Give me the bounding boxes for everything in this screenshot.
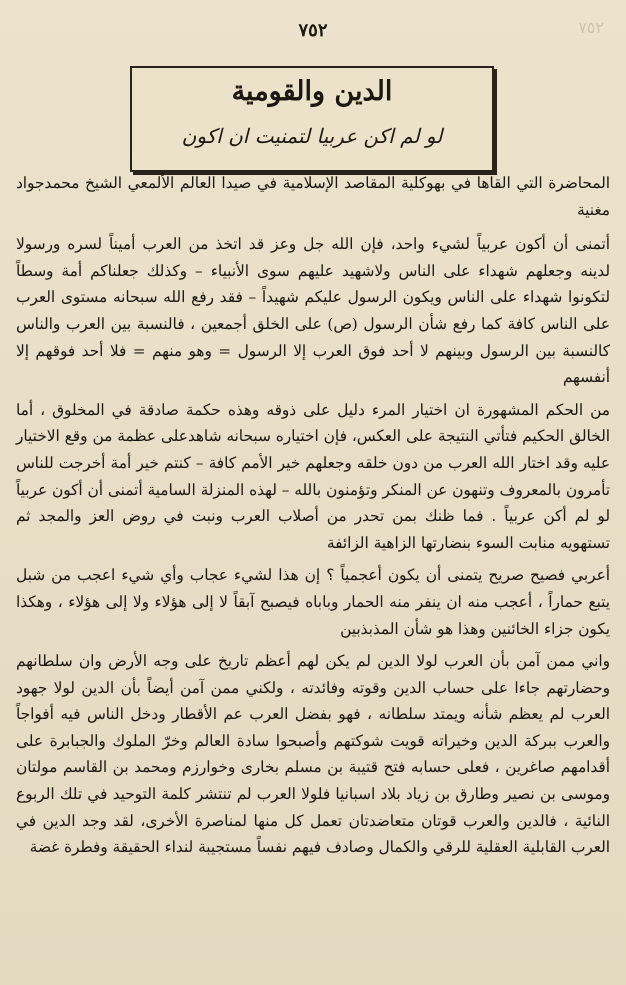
bleed-through-page-number: ٧٥٢ <box>578 18 604 37</box>
title-box <box>130 66 494 172</box>
paragraph-3: أعربي فصيح صريح يتمنى أن يكون أعجمياً ؟ إن هذا لشيء عجاب وأي شيء اعجب من شبل يتبع حماراً ، أعجب منه ان ينفر منه الحمار وباباه فيصبح آبقاً لا إلى هؤلاء ولا إلى هؤلاء ، وهكذا يكون جزاء الخائنين وهذا هو شأن المذبذبين <box>16 566 610 638</box>
article-body <box>16 170 610 861</box>
article-subtitle: لو لم اكن عربيا لتمنيت ان اكون <box>181 124 443 148</box>
paragraph-4: واني ممن آمن بأن العرب لولا الدين لم يكن لهم أعظم تاريخ على وجه الأرض وان سلطانهم وحضارتهم جاءا على حساب الدين وقوته وفائدته ، ولكني ممن آمن أيضاً بأن الدين لولا جهود العرب لم يعظم شأنه ويمتد سلطانه ، فهو بفضل العرب عم الأقطار ودخل الناس فيه أفواجاً والعرب ببركة الدين وخيراته قويت شوكتهم وأصبحوا سادة العالم وخرّ الملوك والجبابرة على أقدامهم صاغرين ، فعلى حسابه فتح قتيبة بن مسلم بخارى وخوارزم ومحمد بن القاسم مولتان وموسى بن نصير وطارق بن زياد بلاد اسبانيا فلولا العرب لم تنتشر كلمة التوحيد في تلك الربوع النائية ، فالدين والعرب قوتان متعاضدتان تعمل كل منها لمناصرة الأخرى، لقد وجد الدين في العرب القابلية العقلية للرقي والكمال وصادف فيهم نفساً مستجيبة لنداء الحقيقة وفطرة غضة <box>16 652 610 857</box>
paragraph-2: من الحكم المشهورة ان اختيار المرء دليل على ذوقه وهذه حكمة صادقة في المخلوق ، أما الخالق الحكيم فتأتي النتيجة على العكس، فإن اختياره سبحانه شاهدعلى عظمة من وقع الاختيار عليه وقد اختار الله العرب من دون خلقه وجعلهم خير الأمم كافة – كنتم خير أمة أخرجت للناس تأمرون بالمعروف وتنهون عن المنكر وتؤمنون بالله – لهذه المنزلة السامية أتمنى أن أكون عربياً لو لم أكن عربياً . فما ظنك بمن تحدر من أصلاب العرب ونبت في روض العز والمجد ثم تستهويه منابت السوء بنضارتها الزاهية الزائفة <box>16 400 610 552</box>
article-title: الدين والقومية <box>231 76 393 107</box>
paragraph-1: أتمنى أن أكون عربياً لشيء واحد، فإن الله جل وعز قد اتخذ من العرب أميناً لسره ورسولا لدينه وجعلهم شهداء على الناس ولاشهيد عليهم سوى الأنبياء – وكذلك جعلناكم أمة وسطاً لتكونوا شهداء على الناس ويكون الرسول عليكم شهيداً – فقد رفع الله سبحانه مستوى العرب على الناس كافة كما رفع شأن الرسول (ص) على الخلق أجمعين ، فالنسبة بين العرب والناس كالنسبة بين الرسول وبينهم لا أحد فوق العرب إلا الرسول = وهو منهم = فلا أحد فوقهم إلا أنفسهم <box>16 235 610 387</box>
lecture-intro: المحاضرة التي القاها في بهوكلية المقاصد الإسلامية في صيدا العالم الألمعي الشيخ محمدجواد مغنية <box>16 174 611 219</box>
page-number: ٧٥٢ <box>298 20 328 41</box>
